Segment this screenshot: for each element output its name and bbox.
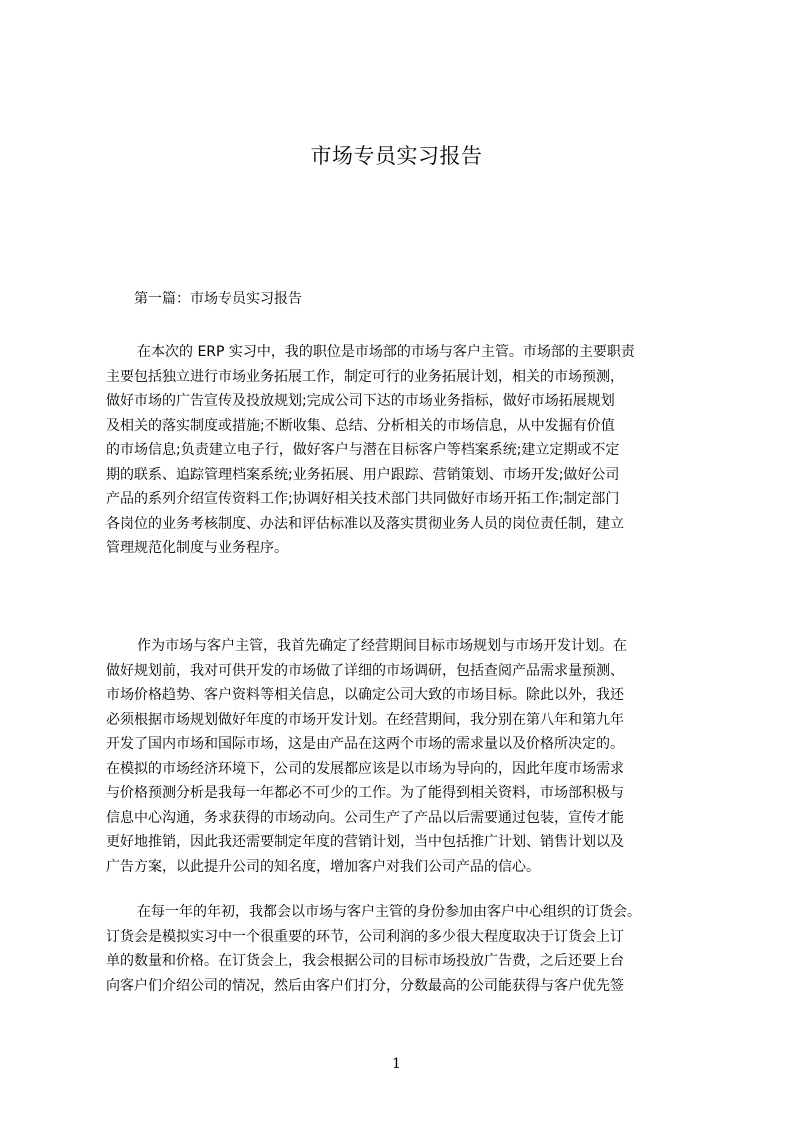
paragraph-line: 向客户们介绍公司的情况，然后由客户们打分，分数最高的公司能获得与客户优先签	[106, 977, 624, 994]
paragraph-line: 更好地推销，因此我还需要制定年度的营销计划，当中包括推广计划、销售计划以及	[106, 834, 624, 850]
paragraph-3	[106, 900, 702, 998]
paragraph-line: 期的联系、追踪管理档案系统;业务拓展、用户跟踪、营销策划、市场开发;做好公司	[106, 466, 620, 483]
paragraph-line: 单的数量和价格。在订货会上，我会根据公司的目标市场投放广告费，之后还要上台	[106, 953, 624, 969]
paragraph-line: 广告方案，以此提升公司的知名度，增加客户对我们公司产品的信心。	[106, 858, 540, 875]
paragraph-line: 在本次的 ERP 实习中，我的职位是市场部的市场与客户主管。市场部的主要职责	[137, 344, 635, 360]
paragraph-line: 在模拟的市场经济环境下，公司的发展都应该是以市场为导向的，因此年度市场需求	[106, 760, 624, 777]
paragraph-line: 做好市场的广告宣传及投放规划;完成公司下达的市场业务指标，做好市场拓展规划	[106, 393, 615, 409]
paragraph-line: 产品的系列介绍宣传资料工作;协调好相关技术部门共同做好市场开拓工作;制定部门	[106, 491, 620, 507]
paragraph-line: 在每一年的年初，我都会以市场与客户主管的身份参加由客户中心组织的订货会。	[137, 904, 641, 920]
paragraph-1	[106, 340, 702, 561]
paragraph-line: 开发了国内市场和国际市场，这是由产品在这两个市场的需求量以及价格所决定的。	[106, 736, 624, 752]
paragraph-line: 及相关的落实制度或措施;不断收集、总结、分析相关的市场信息，从中发掘有价值	[106, 417, 615, 434]
page-number: 1	[392, 1056, 401, 1072]
paragraph-line: 信息中心沟通，务求获得的市场动向。公司生产了产品以后需要通过包装，宣传才能	[106, 809, 624, 826]
paragraph-line: 与价格预测分析是我每一年都必不可少的工作。为了能得到相关资料，市场部积极与	[106, 785, 624, 801]
paragraph-2	[106, 634, 702, 879]
paragraph-line: 做好规划前，我对可供开发的市场做了详细的市场调研，包括查阅产品需求量预测、	[106, 662, 624, 679]
paragraph-line: 管理规范化制度与业务程序。	[106, 540, 288, 556]
document-title: 市场专员实习报告	[310, 144, 483, 168]
paragraph-line: 市场价格趋势、客户资料等相关信息，以确定公司大致的市场目标。除此以外，我还	[106, 687, 624, 703]
paragraph-line: 的市场信息;负责建立电子行，做好客户与潜在目标客户等档案系统;建立定期或不定	[106, 442, 620, 458]
paragraph-line: 订货会是模拟实习中一个很重要的环节，公司利润的多少很大程度取决于订货会上订	[106, 928, 624, 945]
paragraph-line: 必须根据市场规划做好年度的市场开发计划。在经营期间，我分别在第八年和第九年	[106, 711, 624, 728]
paragraph-line: 各岗位的业务考核制度、办法和评估标准以及落实贯彻业务人员的岗位责任制，建立	[106, 515, 624, 532]
paragraph-line: 作为市场与客户主管，我首先确定了经营期间目标市场规划与市场开发计划。在	[137, 638, 627, 654]
paragraph-line: 主要包括独立进行市场业务拓展工作，制定可行的业务拓展计划，相关的市场预测，	[106, 368, 624, 385]
section-heading: 第一篇：市场专员实习报告	[134, 291, 302, 307]
